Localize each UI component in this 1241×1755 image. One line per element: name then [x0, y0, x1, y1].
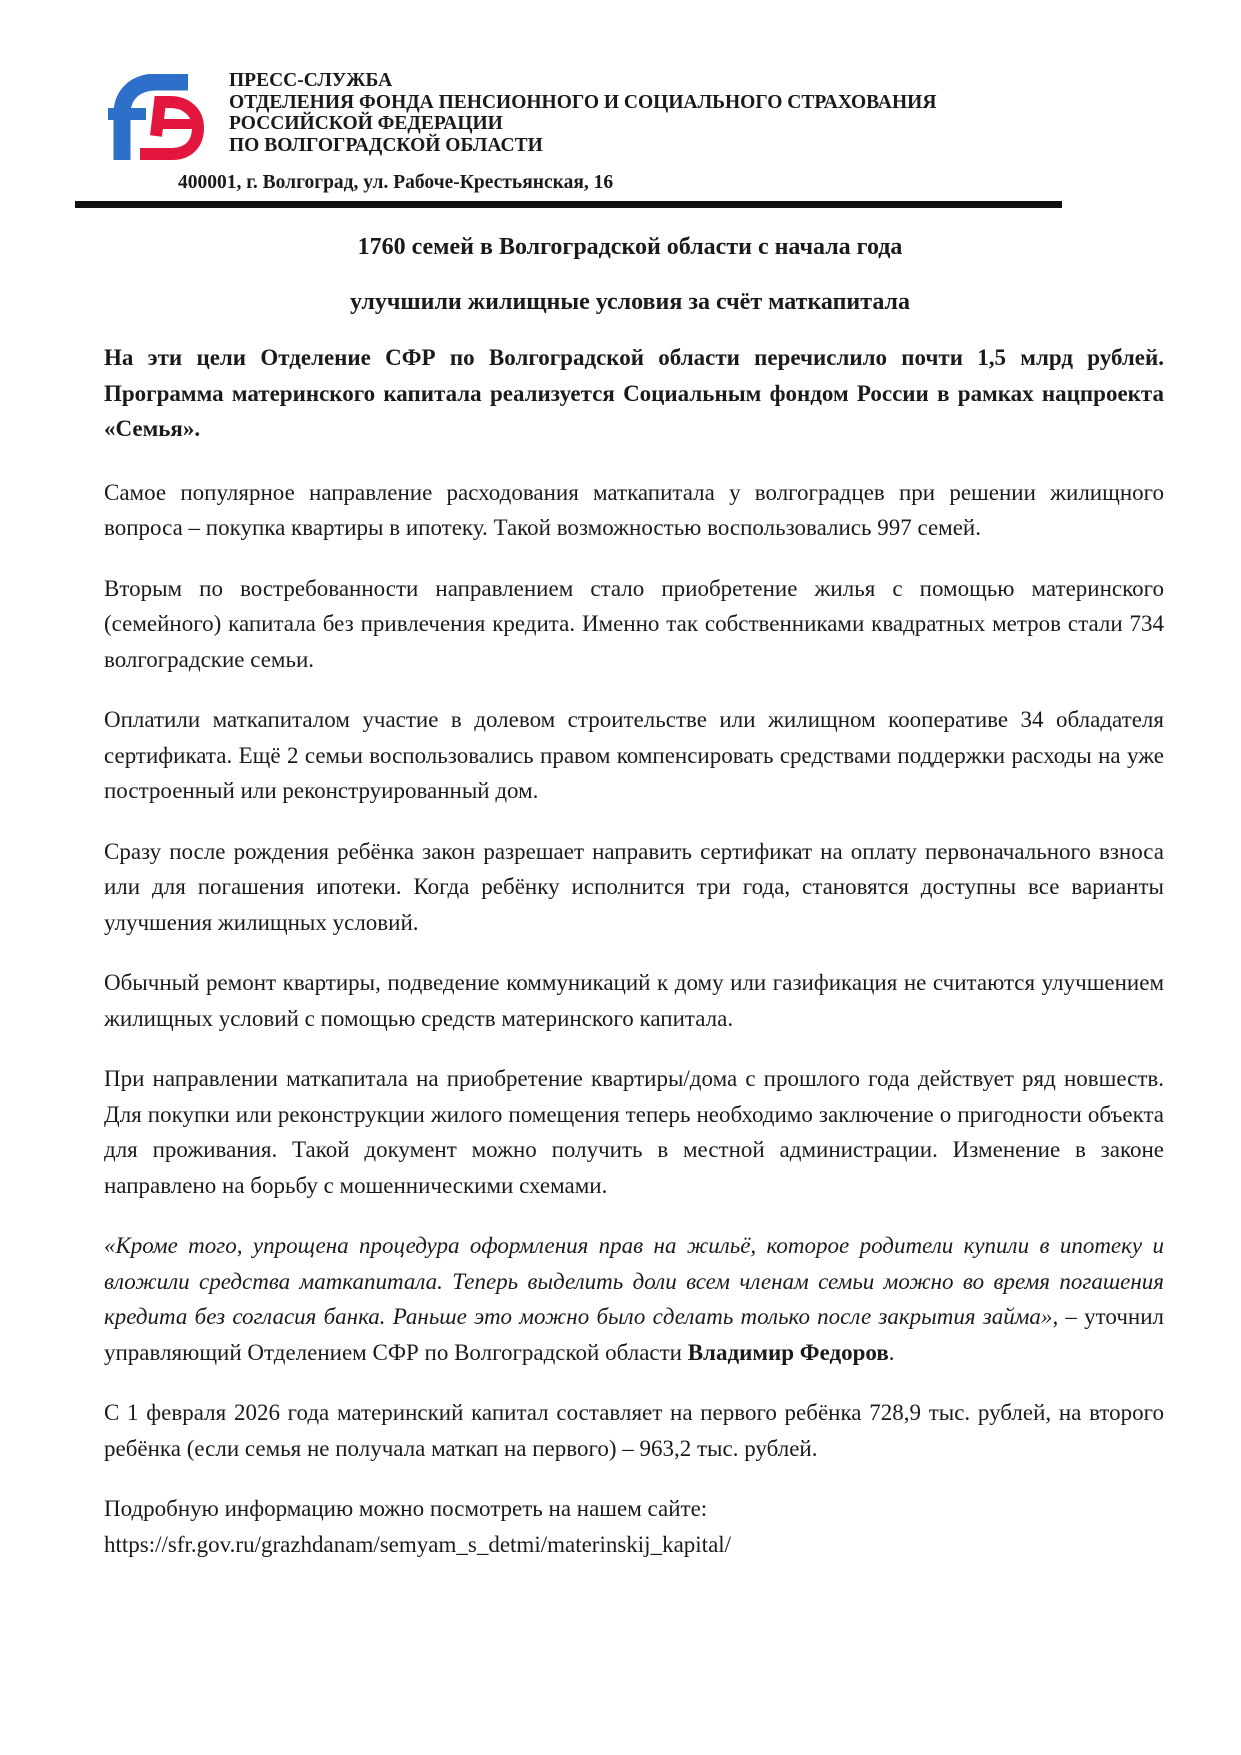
letterhead: [100, 70, 1080, 210]
paragraph: Самое популярное направление расходования маткапитала у волгоградцев при решении жилищного вопроса – покупка квартиры в ипотеку. Такой возможностью воспользовались 997 семей.: [104, 479, 1164, 540]
header-divider: [75, 201, 1062, 208]
paragraph: При направлении маткапитала на приобретение квартиры/дома с прошлого года действует ряд новшеств. Для покупки или реконструкции жилого помещения теперь необходимо заключение о пригодности объекта для проживания. Такой документ можно получить в местной администрации. Изменение в законе направлено на борьбу с мошенническими схемами.: [104, 1066, 1164, 1198]
paragraph: Обычный ремонт квартиры, подведение коммуникаций к дому или газификация не считаются улучшением жилищных условий с помощью средств материнского капитала.: [104, 970, 1164, 1031]
headline-line-1: 1760 семей в Волгоградской области с начала года: [357, 234, 903, 260]
paragraph: С 1 февраля 2026 года материнский капитал составляет на первого ребёнка 728,9 тыс. рублей, на второго ребёнка (если семья не получала маткап на первого) – 963,2 тыс. рублей.: [104, 1400, 1164, 1461]
address: 400001, г. Волгоград, ул. Рабоче-Крестьянская, 16: [178, 172, 614, 193]
org-line: ПО ВОЛГОГРАДСКОЙ ОБЛАСТИ: [229, 134, 543, 156]
paragraph: Вторым по востребованности направлением стало приобретение жилья с помощью материнского (семейного) капитала без привлечения кредита. Именно так собственниками квадратных метров стали 734 волгоградские семьи.: [104, 575, 1164, 672]
quote-attribution: , – уточнил управляющий Отделением СФР по Волгоградской области: [104, 1304, 1164, 1365]
speaker-name: Владимир Федоров: [687, 1339, 889, 1365]
footer-text: Подробную информацию можно посмотреть на нашем сайте:: [104, 1496, 708, 1521]
organization-name: [229, 70, 936, 156]
paragraph: Сразу после рождения ребёнка закон разрешает направить сертификат на оплату первоначального взноса или для погашения ипотеки. Когда ребёнку исполнится три года, становятся доступны все варианты улучшения жилищных условий.: [104, 838, 1164, 935]
lead-paragraph: На эти цели Отделение СФР по Волгоградской области перечислило почти 1,5 млрд рублей. Программа материнского капитала реализуется Социальным фондом России в рамках нацпроекта «Семья».: [104, 345, 1164, 441]
org-line: ПРЕСС-СЛУЖБА: [229, 70, 393, 91]
quote-paragraph: [104, 1228, 1164, 1370]
website-link[interactable]: https://sfr.gov.ru/grazhdanam/semyam_s_detmi/materinskij_kapital/: [104, 1531, 732, 1557]
org-line: ОТДЕЛЕНИЯ ФОНДА ПЕНСИОННОГО И СОЦИАЛЬНОГО СТРАХОВАНИЯ: [229, 91, 937, 113]
quote-text: «Кроме того, упрощена процедура оформления прав на жильё, которое родители купили в ипотеку и вложили средства маткапитала. Теперь выделить доли всем членам семьи можно во время погашения кредита без согласия банка. Раньше это можно было сделать только после закрытия займа»: [104, 1233, 1164, 1329]
footer-paragraph: [104, 1491, 1164, 1562]
quote-end: .: [888, 1339, 895, 1365]
article-body: [104, 340, 1164, 1587]
paragraph: Оплатили маткапиталом участие в долевом строительстве или жилищном кооперативе 34 обладателя сертификата. Ещё 2 семьи воспользовались правом компенсировать средствами поддержки расходы на уже построенный или реконструированный дом.: [104, 707, 1164, 803]
sfr-logo-icon: [100, 74, 204, 160]
headline-line-2: улучшили жилищные условия за счёт маткапитала: [349, 289, 911, 315]
org-line: РОССИЙСКОЙ ФЕДЕРАЦИИ: [229, 113, 503, 134]
